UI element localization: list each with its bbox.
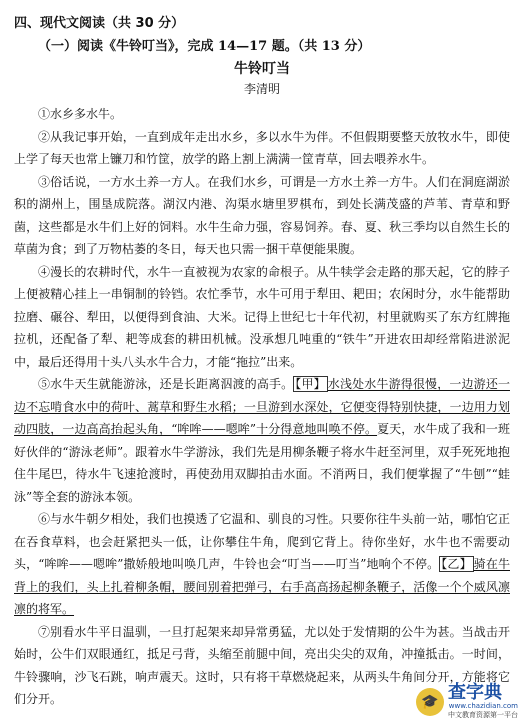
paragraph-2: ②从我记事开始，一直到成年走出水乡，多以水牛为伴。不但假期要整天放牧水牛，即使上学了每天也常上镰刀和竹筐，放学的路上割上满满一筐青草，回去喂养水牛。 (14, 129, 510, 166)
paragraph-1: ①水乡多水牛。 (38, 107, 123, 121)
paragraph-3: ③俗话说，一方水土养一方人。在我们水乡，可谓是一方水土养一方牛。人们在洞庭湖淤积的湖州上，围垦成院落。湖汉内港、沟渠水塘里罗棋布，到处长满茂盛的芦苇、青草和野菌，这些都是水牛们上好的饲料。水牛生命力强，容易饲养。春、夏、秋三季均以自然生长的草菌为食；到了万物枯萎的冬日，每天也只需一捆干草便能果腹。 (14, 174, 510, 256)
site-logo (416, 684, 518, 720)
marker-jia: 【甲】 (295, 377, 326, 391)
article-author: 李清明 (243, 82, 280, 96)
paragraph-5-intro: ⑤水牛天生就能游泳，还是长距离泅渡的高手。 (38, 377, 294, 391)
graduate-icon: 🎓 (416, 688, 444, 716)
paragraph-4: ④漫长的农耕时代，水牛一直被视为农家的命根子。从牛犊学会走路的那天起，它的脖子上便被精心挂上一串铜制的铃铛。农忙季节，水牛可用于犁田、耙田；农闲时分，水牛能帮助拉磨、碾谷、犁田，以便得到食油、大米。记得上世纪七十年代初，村里就购买了东方红牌拖拉机，还配备了犁、耙等成套的耕田机械。没承想几吨重的“铁牛”开进农田却经常陷进淤泥中，最后还得用十头八头水牛合力，才能“拖拉”出来。 (14, 264, 510, 369)
underlined-passage-yi: 骑在牛背上的我们，头上扎着柳条帽，腰间别着把弹弓，右手高高扬起柳条鞭子，活像一个个威风凛凛的将军。 (14, 557, 510, 616)
section-title: 四、现代文阅读（共 30 分） (14, 16, 185, 31)
article-title: 牛铃叮当 (234, 61, 290, 77)
logo-url: www.chazidian.com (448, 702, 518, 710)
logo-name: 查字典 (448, 682, 502, 703)
underlined-passage-jia: 水浅处水牛游得很慢，一边游还一边不忘啃食水中的荷叶、蒿草和野生水稻；一旦游到水深处，它便变得特别快捷，一边用力划动四肢，一边高高抬起头角，“哞哞——嗯哞”十分得意地叫唤不停。 (14, 377, 510, 436)
marker-yi: 【乙】 (441, 557, 472, 571)
logo-tagline: 中文教育资源第一平台 (448, 711, 518, 719)
paragraph-7: ⑦别看水牛平日温驯，一旦打起架来却异常勇猛，尤以处于发情期的公牛为甚。当战击开始时，公牛们双眼通红，抵足弓背，头缩至前腿中间，亮出尖尖的双角，冲撞抵击。一时间，牛铃骤响，沙飞石跳，响声震天。这时，只有将干草燃烧起来，从两头牛角间分开，方能将它们分开。 (14, 624, 510, 706)
paragraph-6 (14, 508, 510, 621)
paragraph-5-rest: 夏天，水牛成了我和一班好伙伴的“游泳老师”。跟着水牛学游泳，我们先是用柳条鞭子将水牛赶至河里，双手死死地抱住牛尾巴，待水牛飞速抢渡时，再使劲用双脚拍击水面。不消两日，我们便掌握了“牛刨”“蛙泳”等全套的游泳本领。 (14, 422, 510, 504)
subsection-heading: （一）阅读《牛铃叮当》，完成 14—17 题。（共 13 分） (38, 39, 371, 54)
paragraph-6-intro: ⑥与水牛朝夕相处，我们也摸透了它温和、驯良的习性。只要你往牛头前一站，哪怕它正在吞食草料，也会赶紧把头一低，让你攀住牛角，爬到它背上。待你坐好，水牛也不需要动头，“哞哞——嗯哞”撒娇般地叫唤几声，牛铃也会“叮当——叮当”地响个不停。 (14, 512, 510, 571)
paragraph-5 (14, 373, 510, 508)
